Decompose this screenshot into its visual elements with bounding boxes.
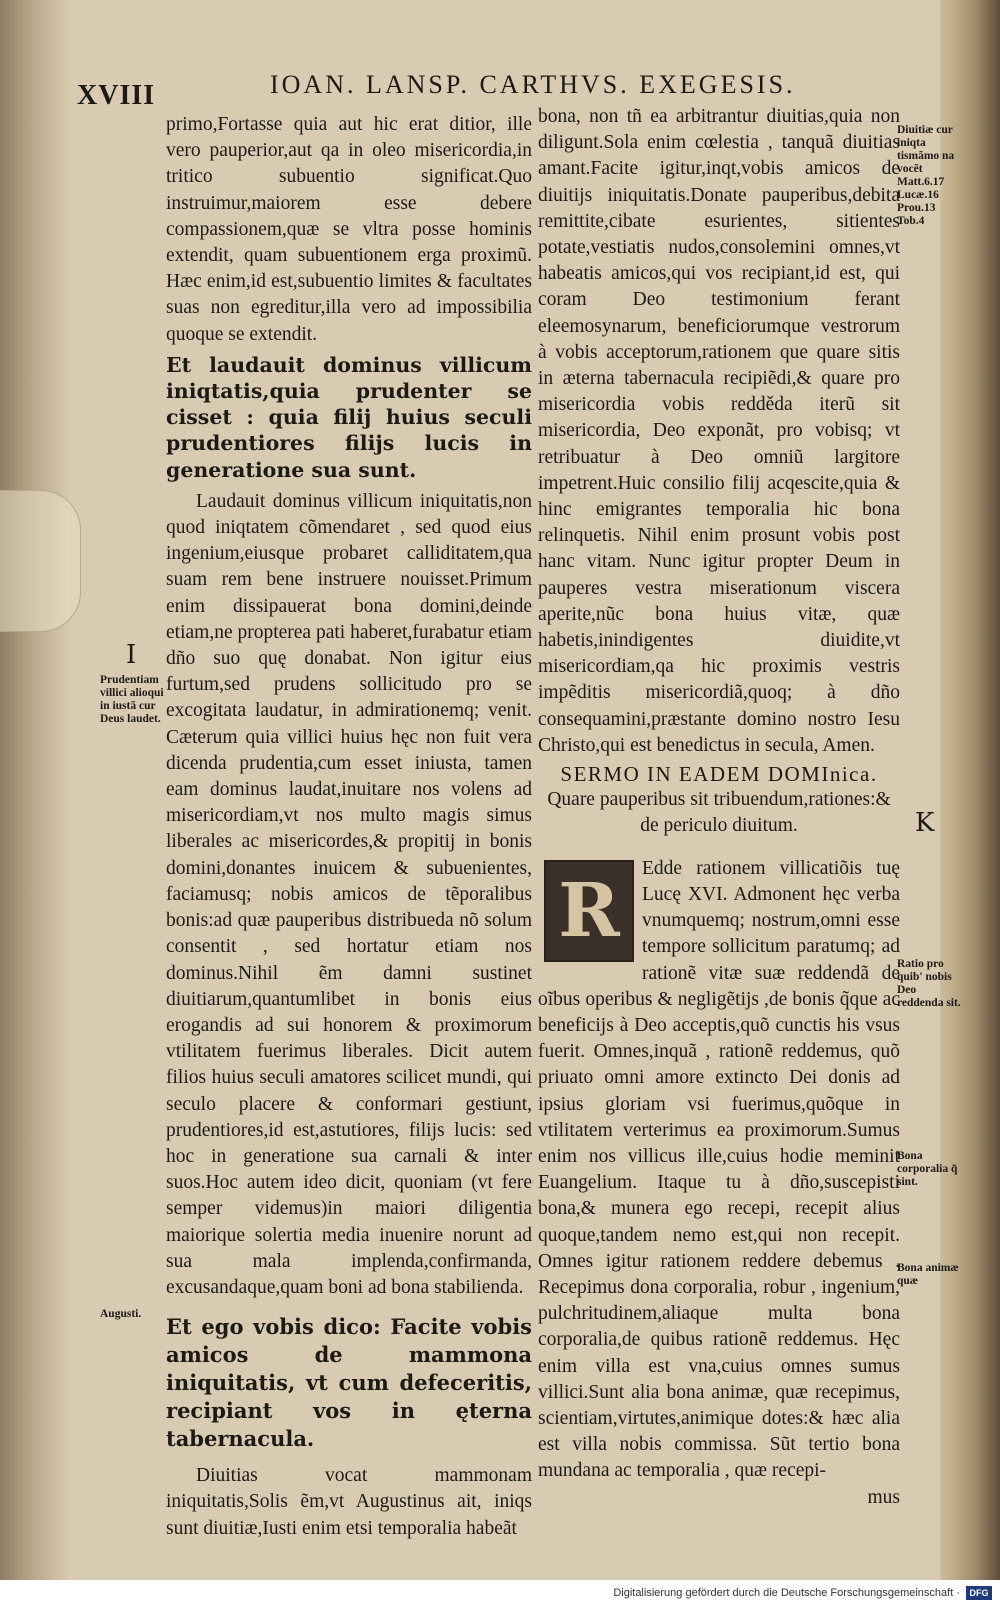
left-paragraph-3: Diuitias vocat mammonam iniquitatis,Solis ẽm,vt Augustinus ait, iniqs sunt diuitiæ,Iusti enim etsi temporalia habeãt bbox=[166, 1465, 532, 1539]
dfg-logo: DFG bbox=[966, 1586, 992, 1600]
marginal-note-bona-corporalia: Bona corporalia q̃ sint. bbox=[897, 1150, 958, 1188]
folio-number: XVIII bbox=[77, 80, 156, 111]
lemma-et-ego: Et ego vobis dico: Facite vobis amicos de mammona iniquitatis, vt cum defeceritis, recipiant vos in ęterna tabernacula. bbox=[166, 1314, 532, 1452]
section-letter-i: I bbox=[126, 640, 137, 670]
lemma-et-laudauit: Et laudauit dominus villicum iniqtatis,quia prudenter se cisset : quia filij huius seculi prudentiores filijs lucis in generatione sua sunt. bbox=[166, 352, 532, 482]
left-paragraph-1: primo,Fortasse quia aut hic erat ditior, ille vero pauperior,aut qa in oleo misericordia,in tritico subuentio significat.Quo instruimur,maiorem esse debere compassionem,quæ se vltra posse hominis extendit, quam subuentionem erga proximũ. Hæc enim,id est,subuentio limites & facultates suas non egreditur,illa vero ad impossibilia quoque se extendit. bbox=[166, 114, 532, 345]
right-column bbox=[538, 104, 900, 1511]
section-letter-k: K bbox=[915, 808, 935, 838]
marginal-note-prudentiam: Prudentiam villici alioqui in iustã cur Deus laudet. bbox=[100, 674, 164, 725]
page-edge bbox=[940, 0, 1000, 1580]
sermon-subtitle: Quare pauperibus sit tribuendum,rationes:& de periculo diuitum. bbox=[547, 789, 891, 837]
sermon-title: SERMO IN EADEM DOMInica. bbox=[560, 762, 878, 787]
digitization-footer bbox=[0, 1580, 1000, 1609]
marginal-note-ratio: Ratio pro quib' nobis Deo reddenda sit. bbox=[897, 958, 961, 1009]
marginal-note-augusti: Augusti. bbox=[100, 1308, 142, 1320]
left-paragraph-2: Laudauit dominus villicum iniquitatis,non quod iniqtatem cõmendaret , sed quod eius ingenium,eiusque probaret calliditatem,qua suam rem bene instruere nouisset.Primum enim dissipauerat bona domini,deinde etiam,ne propterea pati haberet,furabatur etiam dño suo quę donabat. Non igitur eius furtum,sed prudens sollicitudo pro se excogitata laudatur, in admirationemq; venit. Cæterum quia villici huius hęc non fuit vera dicenda prudentia,cum esset iniusta, tamen eam dominus laudat,inuitare nos volens ad misericordiam,vt nos multo magis simus liberales ac misericordes,& propitij in bonis domini,donantes inuicem & subuenientes, faciamusq; nobis amicos de tẽporalibus bonis:ad quæ pauperibus distribueda nõ solum consentit , sed hortatur etiam nos dominus.Nihil ẽm damni sustinet diuitiarum,quantumlibet in bonis eius erogandis ad sui honorem & proximorum vtilitatem fuerimus liberales. Dicit autem filios huius seculi amatores scilicet mundi, qui seculo placere & conformari gestiunt, prudentiores,id est,astutiores, filijs lucis: sed hoc in generatione sua carnali & inter suos.Hoc autem ideo dicit, quoniam (vt fere semper videmus)in maiori diligentia maiorique solertia media inuenire norunt ad sua mala implenda,confirmanda, excusandaque,quam boni ad bona stabilienda. bbox=[166, 490, 532, 1298]
decorated-initial bbox=[544, 860, 634, 962]
right-paragraph-2: Edde rationem villicatiõis tuę Lucę XVI. Admonent hęc verba vnumquemq; nostrum,omni esse tempore sollicitum paratumq; ad rationẽ vitæ suæ reddendã de oĩbus operibus & negligẽtijs ,de bonis q̃que ac beneficijs à Deo acceptis,quõ cunctis his vsus fuerit. Omnes,inquã , rationẽ reddemus, quõ priuato omni amore extincto Dei donis ad ipsius gloriam vsi fuerimus,quõque in vtilitatem verterimus ea proximorum.Sumus enim nos villicus ille,cuius hodie meminit Euangelium. Itaque tu à dño,suscepisti bona,& munera ego recepi, recepit alius quoque,tandem nemo est,qui non recepit. Omnes igitur rationem reddere debemus . Recepimus dona corporalia, robur , ingenium, pulchritudinem,aliaque multa bona corporalia,de quibus rationẽ reddemus. Hęc enim villa est vna,cuius omnes sumus villici.Sunt alia bona animæ, quæ recepimus, scientiam,virtutes,animique dotes:& hæc alia est villa nobis commissa. Sũt tertio bona mundana ac temporalia , quæ recepi- bbox=[538, 857, 900, 1482]
marginal-note-bona-animae: Bona animæ quæ bbox=[897, 1262, 959, 1287]
footer-credit: Digitalisierung gefördert durch die Deutsche Forschungsgemeinschaft · bbox=[613, 1587, 960, 1599]
left-column bbox=[166, 112, 532, 1542]
marginal-note-diuitiae: Diuitiæ cur iniqta tismãmo na vocẽt Matt.6.17 Lucæ.16 Prou.13 Tob.4 bbox=[897, 124, 955, 227]
page-tab-marker bbox=[0, 490, 81, 632]
decorated-initial-letter: R bbox=[558, 867, 620, 954]
catchword: mus bbox=[867, 1486, 900, 1508]
right-paragraph-1: bona, non tñ ea arbitrantur diuitias,quia non diligunt.Sola enim cœlestia , tanquã diuitias amant.Facite igitur,inqt,vobis amicos de diuitijs iniquitatis.Donate pauperibus,debita remittite,cibate esurientes, sitientes potate,vestiatis nudos,consolemini omnes,vt habeatis amicos,qui vos recipiant,id est, qui coram Deo testimonium ferant eleemosynarum, beneficiorumque vestrorum à vobis acceptorum,rationem que quare sitis in æterna tabernacula recipiẽdi,& quare pro misericordia vobis redděda iterũ sit misericordia, Deo exponãt, pro vobisq; vt retribuatur à Deo omniũ largitore impetrent.Huic consilio filij acqescite,quia & hinc emigrantes temporalia hic bona relinquetis. Nihil enim prosunt vobis post hanc vitam. Nunc igitur propter Deum in pauperes vestra miserationum viscera aperite,nũc bona huius vitæ, quæ habetis,inindigentes diuidite,vt misericordiam,qa hic proximis vestris impẽditis misericordiã,quoq; à dño consequamini,præstante domino nostro Iesu Christo,qui est benedictus in secula, Amen. bbox=[538, 106, 900, 756]
running-head: IOAN. LANSP. CARTHVS. EXEGESIS. bbox=[270, 70, 796, 99]
binding-shadow bbox=[0, 0, 70, 1580]
